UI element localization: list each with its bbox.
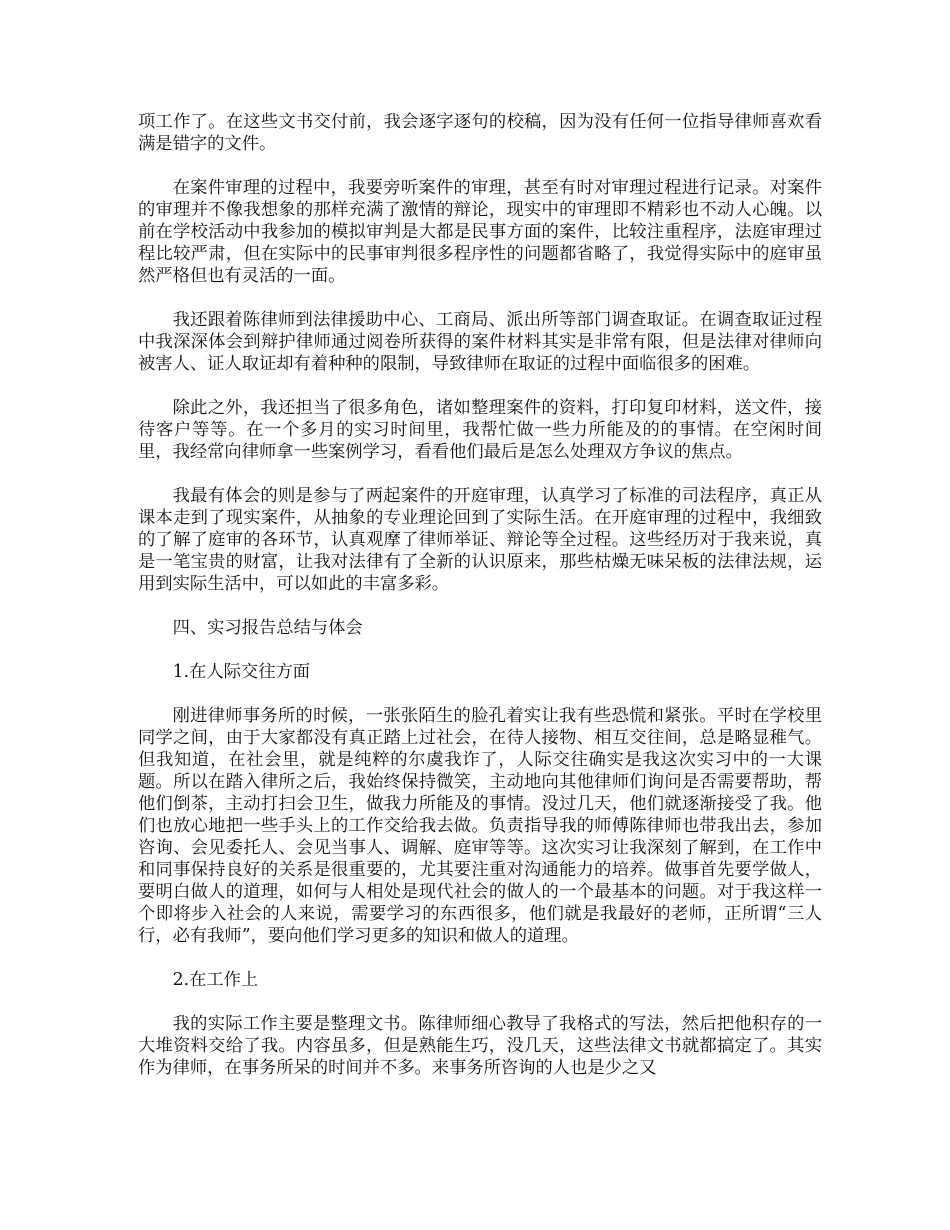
- subsection-heading-work: 2.在工作上: [172, 970, 259, 990]
- paragraph-interpersonal: 刚进律师事务所的时候，一张张陌生的脸孔着实让我有些恐慌和紧张。平时在学校里同学之间，由于大家都没有真正踏上过社会，在待人接物、相互交往间，总是略显稚气。但我知道，在社会里，就是纯粹的尔虞我诈了，人际交往确实是我这次实习中的一大课题。所以在踏入律所之后，我始终保持微笑，主动地向其他律师们询问是否需要帮助，帮他们倒茶，主动打扫会卫生，做我力所能及的事情。没过几天，他们就逐渐接受了我。他们也放心地把一些手头上的工作交给我去做。负责指导我的师傅陈律师也带我出去，参加咨询、会见委托人、会见当事人、调解、庭审等等。这次实习让我深刻了解到，在工作中和同事保持良好的关系是很重要的，尤其要注重对沟通能力的培养。做事首先要学做人，要明白做人的道理，如何与人相处是现代社会的做人的一个最基本的问题。对于我这样一个即将步入社会的人来说，需要学习的东西很多，他们就是我最好的老师，正所谓“三人行，必有我师”，要向他们学习更多的知识和做人的道理。: [138, 706, 822, 946]
- paragraph-court-hearing: 我最有体会的则是参与了两起案件的开庭审理，认真学习了标准的司法程序，真正从课本走到了现实案件，从抽象的专业理论回到了实际生活。在开庭审理的过程中，我细致的了解了庭审的各环节，认真观摩了律师举证、辩论等全过程。这些经历对于我来说，真是一笔宝贵的财富，让我对法律有了全新的认识原来，那些枯燥无味呆板的法律法规，运用到实际生活中，可以如此的丰富多彩。: [138, 486, 822, 594]
- paragraph-work: 我的实际工作主要是整理文书。陈律师细心教导了我格式的写法，然后把他积存的一大堆资料交给了我。内容虽多，但是熟能生巧，没几天，这些法律文书就都搞定了。其实作为律师，在事务所呆的时间并不多。来事务所咨询的人也是少之又: [138, 1014, 822, 1078]
- section-heading-summary: 四、实习报告总结与体会: [172, 618, 363, 638]
- paragraph-other-roles: 除此之外，我还担当了很多角色，诸如整理案件的资料，打印复印材料，送文件，接待客户等等。在一个多月的实习时间里，我帮忙做一些力所能及的的事情。在空闲时间里，我经常向律师拿一些案例学习，看看他们最后是怎么处理双方争议的焦点。: [138, 398, 822, 462]
- subsection-heading-interpersonal: 1.在人际交往方面: [172, 662, 311, 682]
- paragraph-continuation: 项工作了。在这些文书交付前，我会逐字逐句的校稿，因为没有任何一位指导律师喜欢看满是错字的文件。: [138, 112, 822, 154]
- paragraph-evidence-collection: 我还跟着陈律师到法律援助中心、工商局、派出所等部门调查取证。在调查取证过程中我深深体会到辩护律师通过阅卷所获得的案件材料其实是非常有限，但是法律对律师向被害人、证人取证却有着种种的限制，导致律师在取证的过程中面临很多的困难。: [138, 310, 822, 374]
- paragraph-trial-observation: 在案件审理的过程中，我要旁听案件的审理，甚至有时对审理过程进行记录。对案件的审理并不像我想象的那样充满了激情的辩论，现实中的审理即不精彩也不动人心魄。以前在学校活动中我参加的模拟审判是大都是民事方面的案件，比较注重程序，法庭审理过程比较严肃，但在实际中的民事审判很多程序性的问题都省略了，我觉得实际中的庭审虽然严格但也有灵活的一面。: [138, 178, 822, 286]
- document-page: [138, 111, 822, 1101]
